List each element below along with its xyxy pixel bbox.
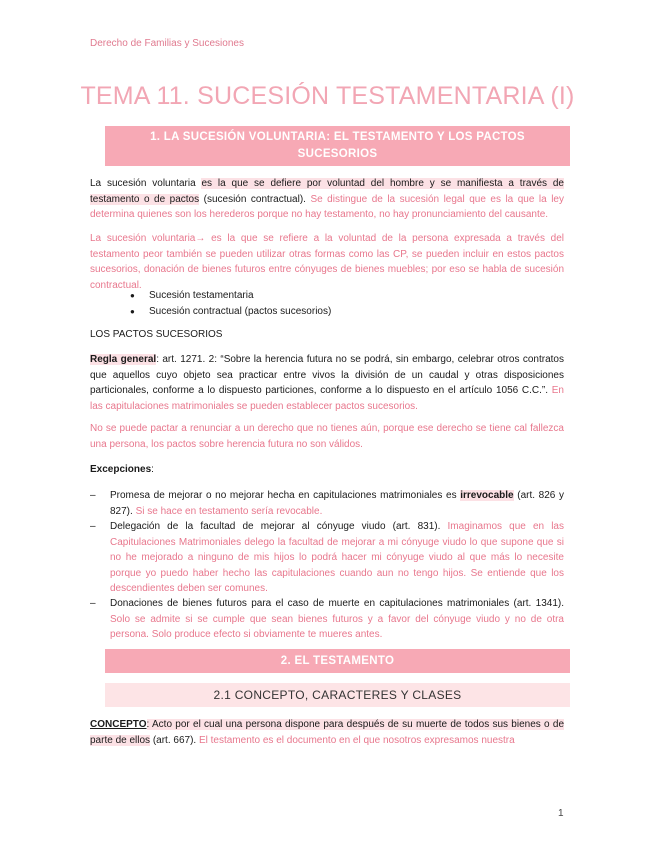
dash-icon: –: [90, 598, 96, 609]
bullet-icon: ●: [130, 291, 135, 300]
concepto-highlight: : Acto por el cual una persona dispone para después de su muerte de todos sus bienes o de parte de ellos: [90, 719, 564, 746]
p1-text-b: (sucesión contractual).: [199, 193, 311, 205]
exception-item: – Promesa de mejorar o no mejorar hecha en capitulaciones matrimoniales es irrevocable (art. 826 y 827). Si se hace en testamento sería revocable.: [90, 490, 564, 517]
p1-highlight: es la que se defiere por voluntad del hombre y se manifiesta a través de testamento o de pactos: [90, 178, 564, 205]
paragraph-regla-general: [90, 352, 564, 414]
section-1-heading: [105, 126, 570, 166]
paragraph-no-pactar: No se puede pactar a renunciar a un derecho que no tienes aún, porque ese derecho se tiene cal fallezca una persona, los pactos sobre herencia futura no son válidos.: [90, 423, 564, 450]
excepciones-heading: Excepciones:: [90, 464, 154, 475]
section-1-heading-line1: 1. LA SUCESIÓN VOLUNTARIA: EL TESTAMENTO Y LOS PACTOS: [150, 131, 525, 143]
irrevocable-term: irrevocable: [460, 490, 514, 501]
running-header: Derecho de Familias y Sucesiones: [90, 38, 244, 49]
page-number: 1: [558, 808, 564, 819]
concepto-label: CONCEPTO: [90, 719, 147, 730]
dash-icon: –: [90, 490, 96, 501]
paragraph-sucesion-note: La sucesión voluntaria→ es la que se refiere a la voluntad de la persona expresada a través del testamento peor también se pueden utilizar otras formas como las CP, se pueden incluir en estos pactos sucesorios, donación de bienes futuros entre cónyuges de bienes muebles; por eso se habla de sucesión contractual.: [90, 233, 564, 291]
regla-note: En las capitulaciones matrimoniales se pueden establecer pactos sucesorios.: [90, 385, 564, 412]
exception-item: – Donaciones de bienes futuros para el caso de muerte en capitulaciones matrimoniales (art. 1341). Solo se admite si se cumple que sean bienes futuros y a favor del cónyuge viudo y no de otra persona. Solo produce efecto si obviamente te mueres antes.: [90, 598, 564, 641]
page-title: TEMA 11. SUCESIÓN TESTAMENTARIA (I): [80, 82, 575, 110]
pactos-heading: LOS PACTOS SUCESORIOS: [90, 329, 223, 340]
paragraph-sucesion-voluntaria: [90, 176, 564, 223]
section-1-heading-line2: SUCESORIOS: [297, 148, 378, 160]
p1-note: Se distingue de la sucesión legal que es la que la ley determina quienes son los herederos porque no hay testamento, no hay pronunciamiento del causante.: [90, 193, 564, 221]
section-2-heading: 2. EL TESTAMENTO: [105, 649, 570, 673]
bullet-icon: ●: [130, 306, 135, 316]
excepciones-label: Excepciones: [90, 464, 152, 475]
exception-item: – Delegación de la facultad de mejorar al cónyuge viudo (art. 831). Imaginamos que en las Capitulaciones Matrimoniales delego la facultad de mejorar a mi cónyuge viudo lo que supone que si no he mejorado a ninguno de mis hijos lo podrá hacer mi cónyuge viudo al que más lo necesite porque yo puedo haber hecho las capitulaciones cuando aun no tengo hijos. Se entiende que los descendientes deben ser comunes.: [90, 521, 564, 595]
bullet-list: [130, 288, 331, 319]
dash-icon: –: [90, 521, 96, 532]
subsection-heading: 2.1 CONCEPTO, CARACTERES Y CLASES: [105, 683, 570, 707]
regla-text: : art. 1271. 2: “Sobre la herencia futura no se podrá, sin embargo, celebrar otros contratos que aquellos cuyo objeto sea practicar entre vivos la división de un caudal y otras disposiciones particionales, conforme a lo dispuesto particiones, conforme a lo dispuesto en el artículo 1056 C.C.”.: [90, 354, 564, 397]
list-item: ● Sucesión testamentaria: [130, 288, 331, 304]
list-item: ● Sucesión contractual (pactos sucesorios): [130, 304, 331, 320]
p1-text-a: La sucesión voluntaria: [90, 178, 202, 189]
paragraph-concepto: CONCEPTO: Acto por el cual una persona dispone para después de su muerte de todos sus bienes o de parte de ellos (art. 667). El testamento es el documento en el que nosotros expresamos nuestra: [90, 719, 564, 746]
regla-label: Regla general: [90, 354, 157, 365]
